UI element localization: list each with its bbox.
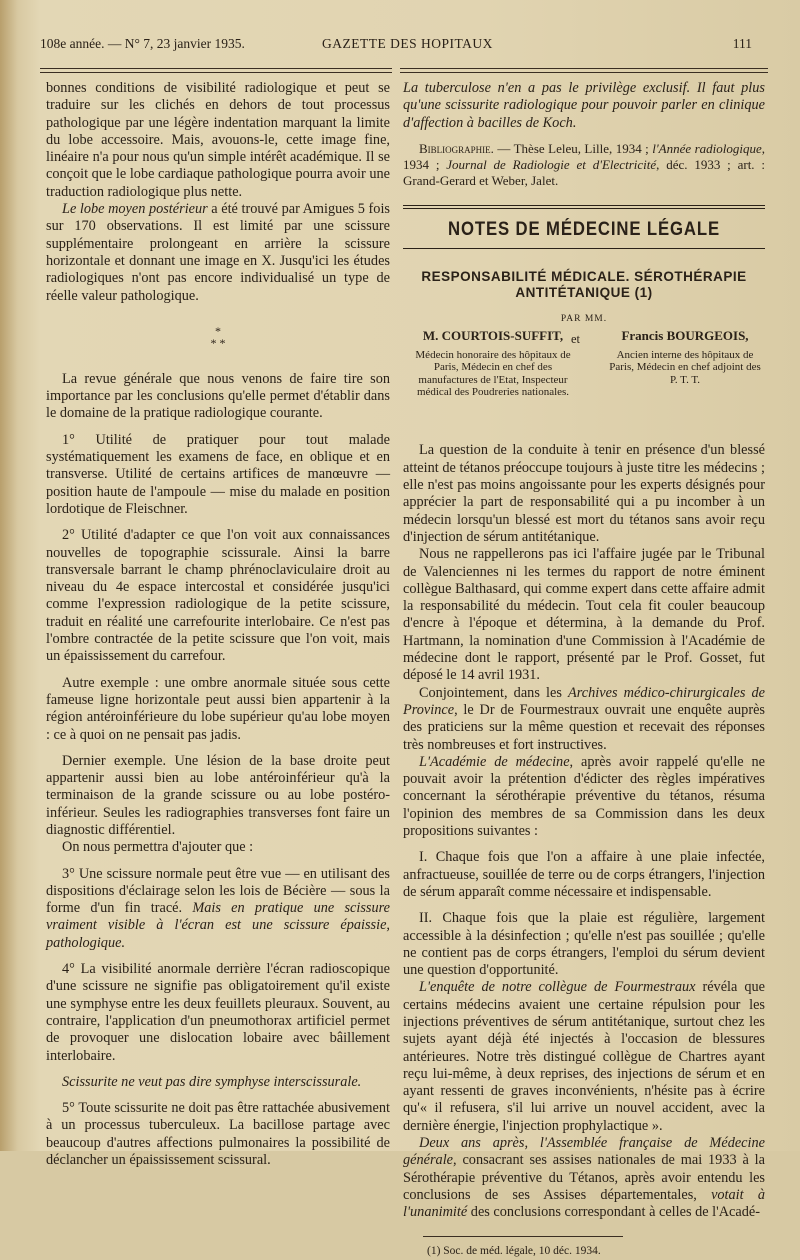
- page-header: [40, 36, 760, 60]
- paragraph: Nous ne rappellerons pas ici l'affaire jugée par le Tribunal de Valenciennes ni les termes du rapport de notre éminent collègue Balthasard, qui comme expert dans cette affaire admit la responsabilité du médecin. Tout cela fit couler beaucoup d'encre à l'époque et détermina, à la demande du Prof. Hartmann, la nomination d'une Commission à l'Académie de médecine dont le rapport, présenté par le Prof. Gosset, fut déposé le 14 avril 1931.: [403, 546, 765, 684]
- paragraph: bonnes conditions de visibilité radiologique et peut se traduire sur les clichés en dehors de tout processus pathologique par une légère indentation marquant la limite du lobe accessoire. Mais, avouons-le, cette image fine, linéaire n'a pour nous qu'un simple intérêt académique. Il se conçoit que le lobe cardiaque pathologique pourra avoir une traduction radiologique plus nette.: [46, 80, 390, 200]
- paragraph: I. Chaque fois que l'on a affaire à une plaie infectée, anfractueuse, souillée de terre ou de corps étrangers, l'injection de sérum apparaît comme nécessaire et indispensable.: [403, 849, 765, 900]
- byline-label: PAR MM.: [560, 314, 608, 325]
- paragraph: 4° La visibilité anormale derrière l'écran radioscopique d'une scissure ne signifie pas obligatoirement qu'il existe une symphyse entre les deux feuillets pleuraux. Souvent, au contraire, l'application d'un pneumothorax artificiel permet de provoquer une dislocation lobaire avec bâillement interlobaire.: [46, 961, 390, 1064]
- paragraph: 5° Toute scissurite ne doit pas être rattachée abusivement à un processus tuberculeux. La bacillose partage avec beaucoup d'autres affections pulmonaires la possibilité de déclancher un épaississement scissural.: [46, 1100, 390, 1169]
- right-column: [403, 80, 765, 1260]
- section-title: NOTES DE MÉDECINE LÉGALE: [448, 218, 720, 240]
- paragraph: 2° Utilité d'adapter ce que l'on voit aux connaissances nouvelles de topographie scissurale. Ainsi la barre transversale barrant le champ phrénoclaviculaire droit au niveau du 4e espace intercostal et considérée jusqu'ici comme l'expression radiologique de la petite scissure, traduit en réalité une carrefourite interlobaire. Ce n'est pas l'ombre contractée de la petite scissure que l'on voit, mais un épaississement du carrefour.: [46, 527, 390, 665]
- paragraph: Dernier exemple. Une lésion de la base droite peut appartenir aussi bien au lobe antéroinférieur qu'à la terminaison de la grande scissure ou au lobe postéro-inférieur. Seules les radiographies transverses font faire un diagnostic différentiel.: [46, 752, 390, 838]
- header-rule-right: [400, 68, 768, 73]
- section-rule: [403, 205, 765, 209]
- paragraph: Le lobe moyen postérieur a été trouvé par Amigues 5 fois sur 170 observations. Il est limité par une scissure supplémentaire prolongeant en arrière la scissure horizontale et donnant une image en X. Jusqu'ici les études radiologiques n'ont pas encore individualisé un type de réelle valeur pathologique.: [46, 201, 390, 304]
- left-column: [46, 80, 390, 1169]
- author-1: M. COURTOIS-SUFFIT, Médecin honoraire des hôpitaux de Paris, Médecin en chef des manufactures de l'Etat, Inspecteur médical des Poudreries nationales.: [415, 328, 571, 399]
- bibliography: Bibliographie. — Thèse Leleu, Lille, 1934 ; l'Année radiologique, 1934 ; Journal de Radiologie et d'Electricité, déc. 1933 ; art. : Grand-Gerard et Weber, Jalet.: [403, 140, 765, 188]
- page-number: 111: [732, 36, 752, 51]
- authors: [403, 330, 765, 442]
- section-underline: [403, 248, 765, 249]
- footnote: (1) Soc. de méd. légale, 10 déc. 1934.: [427, 1244, 601, 1257]
- paragraph: Deux ans après, l'Assemblée française de Médecine générale, consacrant ses assises nationales de mai 1933 à la Sérothérapie préventive du Tétanos, après avoir entendu les conclusions de ses Assises départementales, votait à l'unanimité des conclusions correspondant à celles de l'Acadé-: [403, 1135, 765, 1221]
- section-separator-stars: * * *: [210, 323, 226, 350]
- article-title: RESPONSABILITÉ MÉDICALE. SÉROTHÉRAPIE ANTITÉTANIQUE (1): [421, 269, 747, 301]
- header-rule-left: [40, 68, 392, 73]
- paragraph: La tuberculose n'en a pas le privilège exclusif. Il faut plus qu'une scissurite radiologique pour pouvoir parler en clinique d'affection à bacilles de Koch.: [403, 80, 765, 131]
- paragraph: 1° Utilité de pratiquer pour tout malade systématiquement les examens de face, en oblique et en transverse. Utilité de certains artifices de manœuvre — position haute de l'ampoule — mise du malade en position lordotique de Fleischner.: [46, 431, 390, 517]
- paragraph: II. Chaque fois que la plaie est régulière, largement accessible à la désinfection ; qu'elle n'est pas souillée ; qu'elle ne contient pas de corps étrangers, l'emploi du sérum devient une question d'opportunité.: [403, 910, 765, 979]
- paragraph: Conjointement, dans les Archives médico-chirurgicales de Province, le Dr de Fourmestraux ouvrait une enquête auprès des praticiens sur la même question et recevait des réponses très nombreuses et fort instructives.: [403, 684, 765, 753]
- paragraph: L'enquête de notre collègue de Fourmestraux révéla que certains médecins avaient une certaine répulsion pour les injections préventives de sérum antitétanique, surtout chez les sujets ayant déjà été injectés à l'occasion de blessures antérieures. Notre très distingué collègue de Chartres ayant reçu lui-même, à deux reprises, des injections de sérum et en ayant ressenti de graves inconvénients, n'hésite pas à écrire qu'« il refusera, s'il lui arrive un nouvel accident, avec la dernière énergie, l'injection prophylactique ».: [403, 979, 765, 1134]
- author-2: Francis BOURGEOIS, Ancien interne des hôpitaux de Paris, Médecin en chef adjoint des P. T. T.: [609, 328, 761, 386]
- journal-title: GAZETTE DES HOPITAUX: [322, 36, 493, 51]
- paragraph: Scissurite ne veut pas dire symphyse interscissurale.: [62, 1073, 362, 1090]
- author-conjunction: et: [571, 332, 581, 347]
- paragraph: L'Académie de médecine, après avoir rappelé qu'elle ne pouvait avoir la prétention d'édicter des règles impératives concernant la sérothérapie préventive du tétanos, résuma l'opinion des membres de sa Commission dans les deux propositions suivantes :: [403, 753, 765, 840]
- issue-info: 108e année. — N° 7, 23 janvier 1935.: [40, 36, 245, 51]
- footnote-rule: [423, 1236, 623, 1237]
- paragraph: 3° Une scissure normale peut être vue — en utilisant des dispositions d'éclairage selon les lois de Bécière — sous la forme d'un fin tracé. Mais en pratique une scissure vraiment visible à l'écran est une scissure épaissie, pathologique.: [46, 865, 391, 951]
- paragraph: On nous permettra d'ajouter que :: [62, 839, 254, 856]
- paragraph: Autre exemple : une ombre anormale située sous cette fameuse ligne horizontale peut aussi bien appartenir à la région antéroinférieure du lobe supérieur qu'au lobe moyen : ce à quoi on ne pensait pas jadis.: [46, 674, 390, 743]
- paragraph: La question de la conduite à tenir en présence d'un blessé atteint de tétanos préoccupe toujours à juste titre les médecins ; elle n'est pas moins angoissante pour les experts désignés pour apprécier la part de responsabilité qui a pu incomber à un médecin lorsqu'un blessé est mort du tétanos sans avoir reçu d'injection de sérum antitétanique.: [403, 442, 765, 545]
- paragraph: La revue générale que nous venons de faire tire son importance par les conclusions qu'elle permet d'établir dans le domaine de la pratique radiologique courante.: [46, 370, 390, 422]
